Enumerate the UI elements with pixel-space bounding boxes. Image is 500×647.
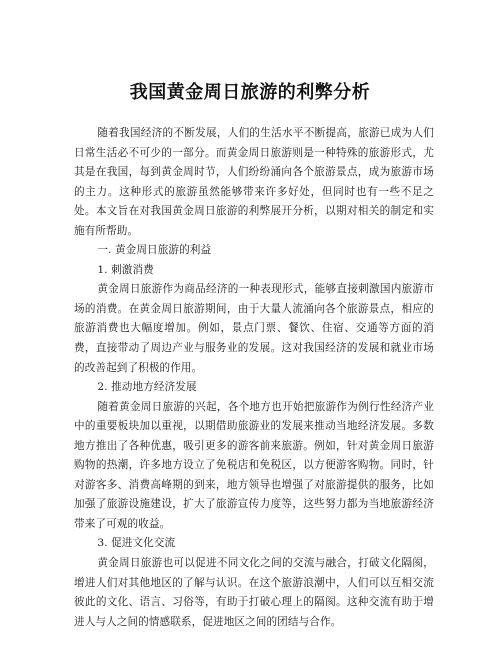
document-title: 我国黄金周日旅游的利弊分析: [129, 82, 371, 103]
intro-paragraph: 随着我国经济的不断发展，人们的生活水平不断提高，旅游已成为人们日常生活必不可少的一部分。而黄金周日旅游则是一种特殊的旅游形式，尤其是在我国，每到黄金周时节，人们纷纷涌向各个旅游景点，成为旅游市场的主力。这种形式的旅游虽然能够带来许多好处，但同时也有一些不足之处。本文旨在对我国黄金周日旅游的利弊展开分析，以期对相关的制定和实施有所帮助。: [74, 127, 434, 237]
subheading-local-economy: 2. 推动地方经济发展: [97, 381, 197, 394]
paragraph-cultural-exchange: 黄金周日旅游也可以促进不同文化之间的交流与融合，打破文化隔阂，增进人们对其他地区的了解与认识。在这个旅游浪潮中，人们可以互相交流彼此的文化、语言、习俗等，有助于打破心理上的隔阂。这种交流有助于增进人与人之间的情感联系，促进地区之间的团结与合作。: [74, 557, 434, 628]
paragraph-stimulate-consumption: 黄金周日旅游作为商品经济的一种表现形式，能够直接刺激国内旅游市场的消费。在黄金周日旅游期间，由于大量人流涌向各个旅游景点，相应的旅游消费也大幅度增加。例如，景点门票、餐饮、住宿、交通等方面的消费，直接带动了周边产业与服务业的发展。这对我国经济的发展和就业市场的改善起到了积极的作用。: [74, 283, 434, 374]
subheading-stimulate-consumption: 1. 刺激消费: [97, 263, 154, 276]
section-heading-benefits: 一. 黄金周日旅游的利益: [97, 244, 212, 257]
document-body: [74, 124, 434, 632]
paragraph-local-economy: 随着黄金周日旅游的兴起，各个地方也开始把旅游作为例行性经济产业中的重要板块加以重视，以期借助旅游业的发展来推动当地经济发展。多数地方推出了各种优惠，吸引更多的游客前来旅游。例如，针对黄金周日旅游购物的热潮，许多地方设立了免税店和免税区，以方便游客购物。同时，针对游客多、消费高峰期的到来，地方领导也增强了对旅游提供的服务，比如加强了旅游设施建设，扩大了旅游宣传力度等，这些努力都为当地旅游经济带来了可观的收益。: [74, 400, 434, 530]
subheading-cultural-exchange: 3. 促进文化交流: [97, 537, 176, 550]
